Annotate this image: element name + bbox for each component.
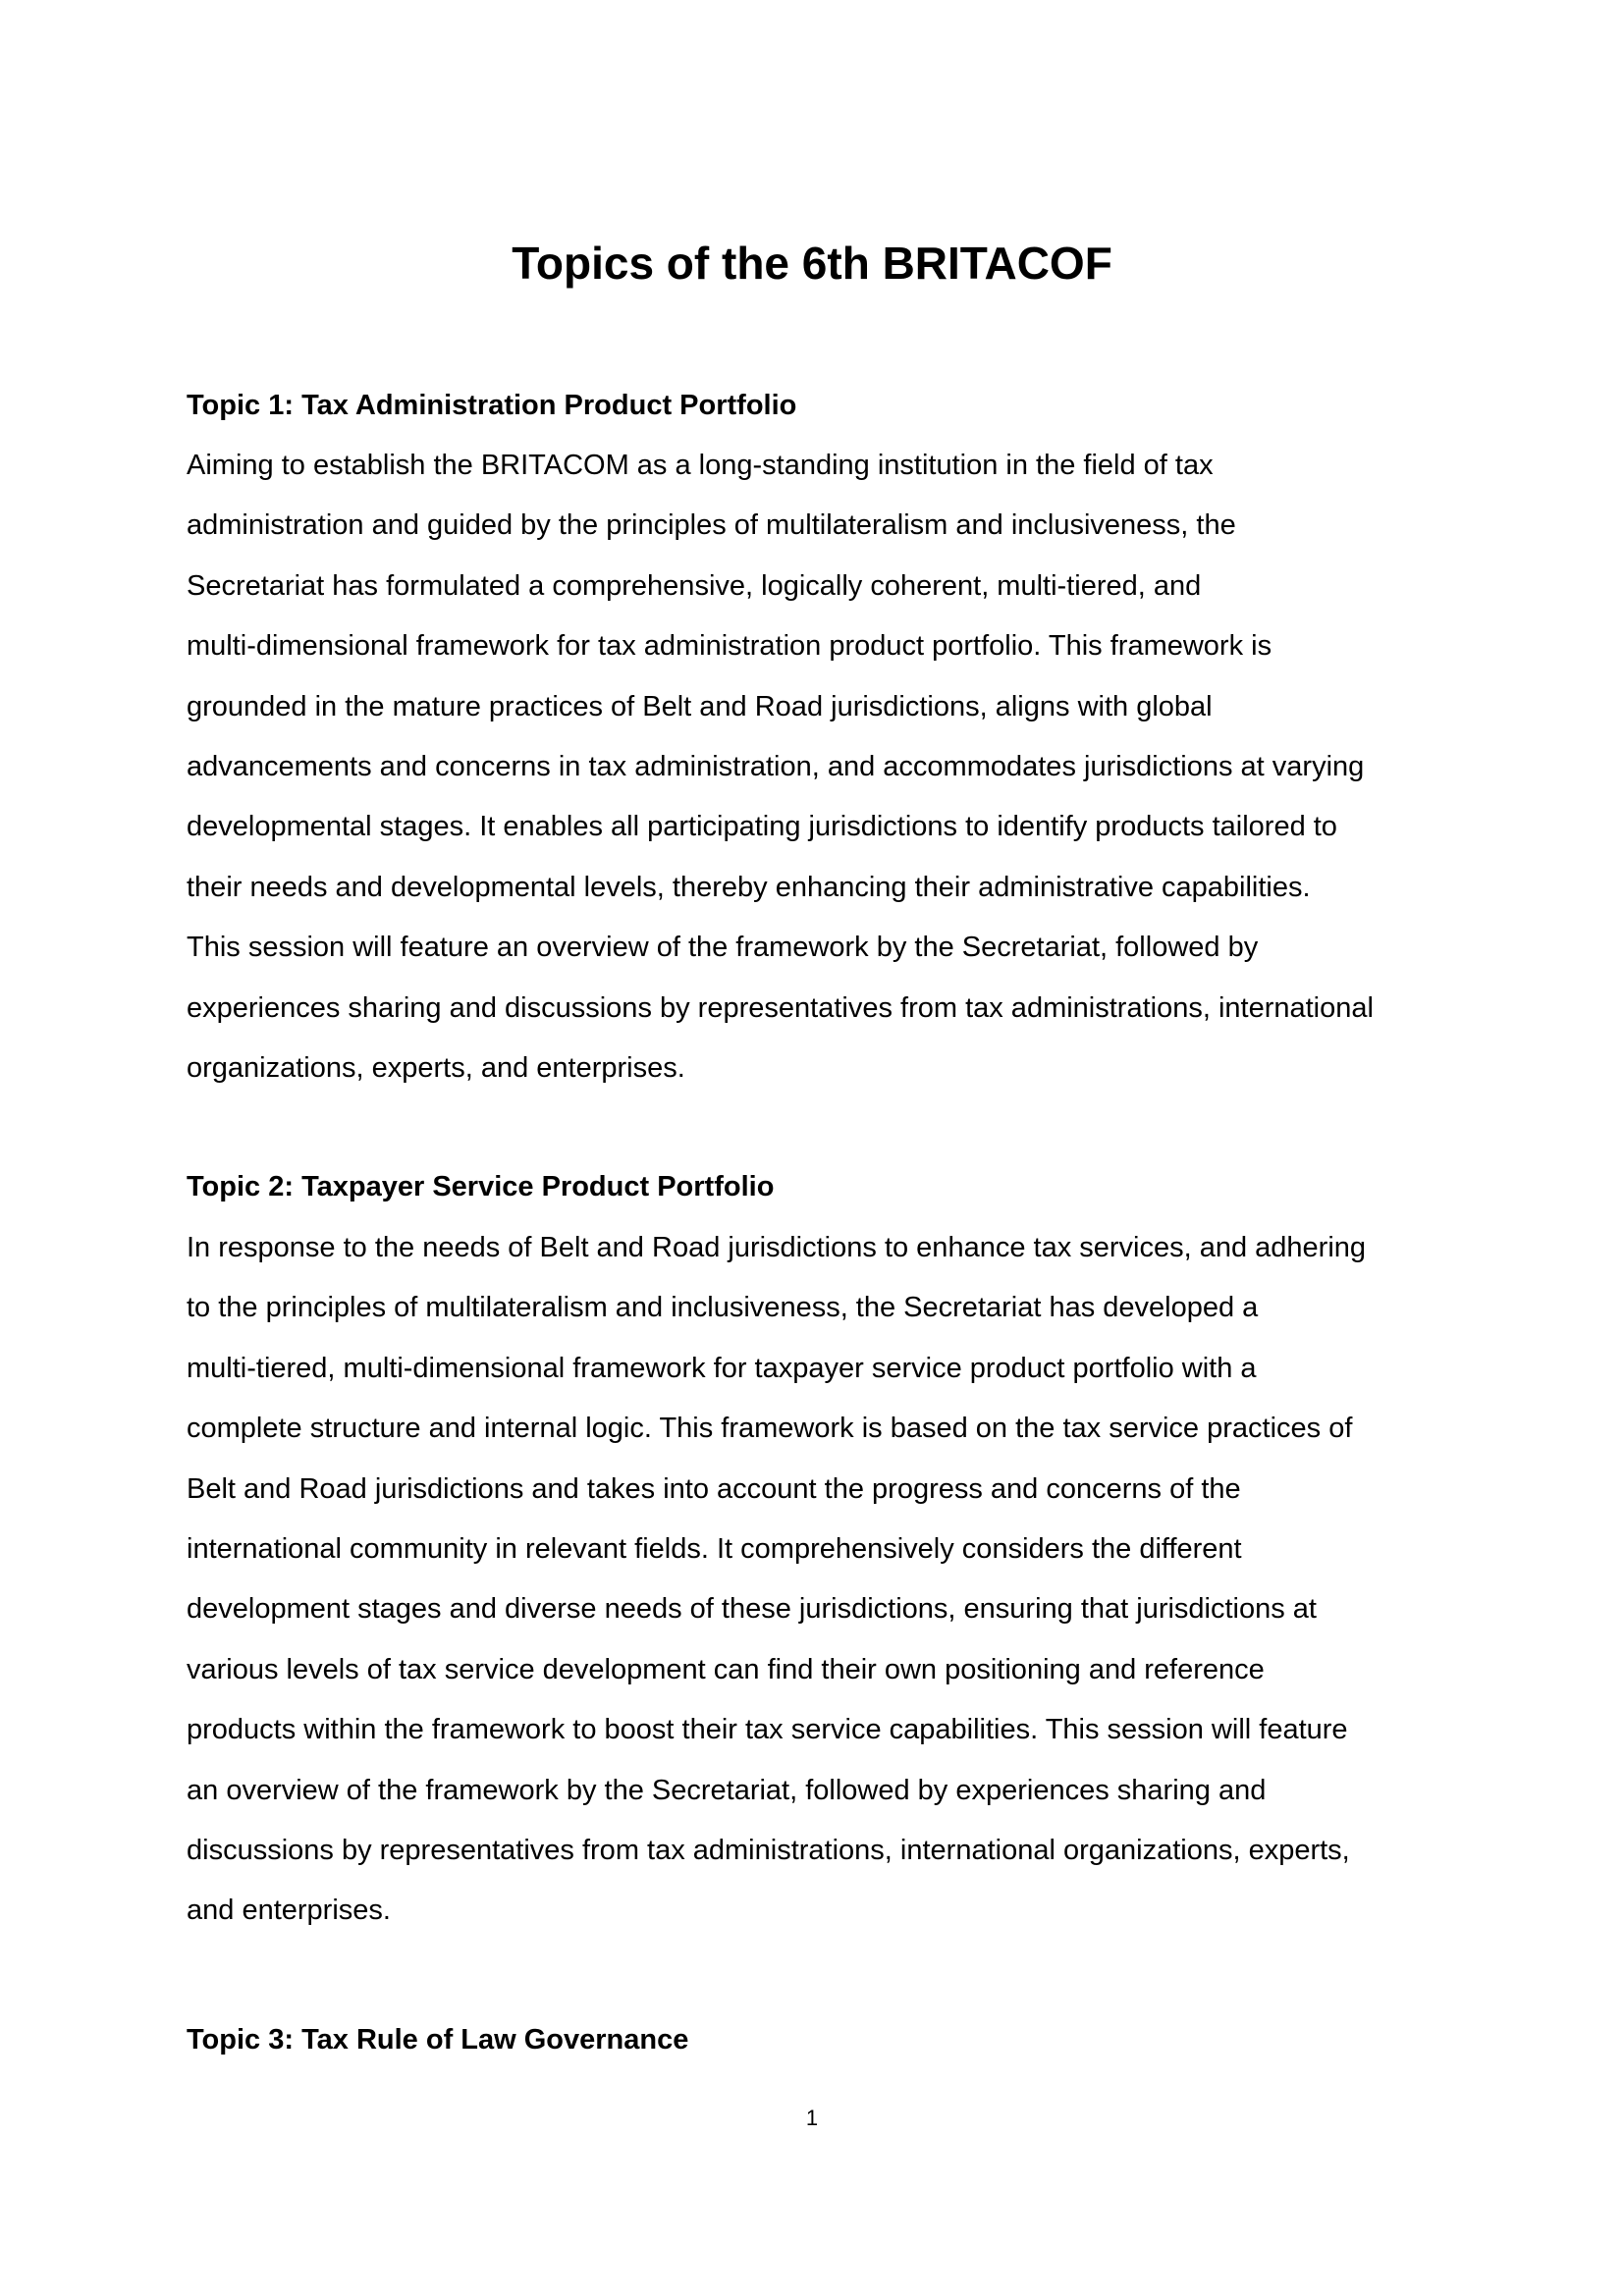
topic-2-heading: Topic 2: Taxpayer Service Product Portfolio: [187, 1171, 775, 1202]
page-title: Topics of the 6th BRITACOF: [512, 238, 1112, 289]
body-text-line: complete structure and internal logic. This framework is based on the tax service practices of: [187, 1413, 1353, 1445]
body-text-line: products within the framework to boost their tax service capabilities. This session will feature: [187, 1714, 1348, 1746]
topic-3-heading: Topic 3: Tax Rule of Law Governance: [187, 2024, 689, 2056]
body-text-line: an overview of the framework by the Secretariat, followed by experiences sharing and: [187, 1774, 1267, 1806]
body-text-line: international community in relevant fields. It comprehensively considers the different: [187, 1533, 1242, 1565]
body-text-line: developmental stages. It enables all participating jurisdictions to identify products tailored to: [187, 811, 1337, 843]
body-text-line: advancements and concerns in tax administration, and accommodates jurisdictions at varying: [187, 751, 1365, 782]
body-text-line: discussions by representatives from tax administrations, international organizations, experts,: [187, 1835, 1350, 1866]
body-text-line: Aiming to establish the BRITACOM as a long-standing institution in the field of tax: [187, 450, 1214, 481]
body-text-line: development stages and diverse needs of these jurisdictions, ensuring that jurisdictions at: [187, 1593, 1317, 1626]
body-text-line: to the principles of multilateralism and inclusiveness, the Secretariat has developed a: [187, 1292, 1259, 1324]
body-text-line: their needs and developmental levels, thereby enhancing their administrative capabilities.: [187, 871, 1311, 903]
body-text-line: experiences sharing and discussions by representatives from tax administrations, international: [187, 991, 1374, 1024]
body-text-line: multi-tiered, multi-dimensional framework for taxpayer service product portfolio with a: [187, 1352, 1257, 1384]
body-text-line: grounded in the mature practices of Belt and Road jurisdictions, aligns with global: [187, 690, 1213, 722]
topic-1-heading: Topic 1: Tax Administration Product Portfolio: [187, 390, 797, 421]
body-text-line: In response to the needs of Belt and Road jurisdictions to enhance tax services, and adhering: [187, 1232, 1367, 1263]
body-text-line: and enterprises.: [187, 1895, 391, 1927]
body-text-line: administration and guided by the principles of multilateralism and inclusiveness, the: [187, 509, 1236, 542]
body-text-line: various levels of tax service development can find their own positioning and reference: [187, 1653, 1265, 1685]
body-text-line: multi-dimensional framework for tax administration product portfolio. This framework is: [187, 630, 1272, 663]
page-number: 1: [805, 2106, 819, 2130]
body-text-line: Belt and Road jurisdictions and takes into account the progress and concerns of the: [187, 1472, 1241, 1505]
body-text-line: Secretariat has formulated a comprehensive, logically coherent, multi-tiered, and: [187, 569, 1202, 602]
body-text-line: This session will feature an overview of the framework by the Secretariat, followed by: [187, 932, 1259, 964]
body-text-line: organizations, experts, and enterprises.: [187, 1052, 685, 1084]
